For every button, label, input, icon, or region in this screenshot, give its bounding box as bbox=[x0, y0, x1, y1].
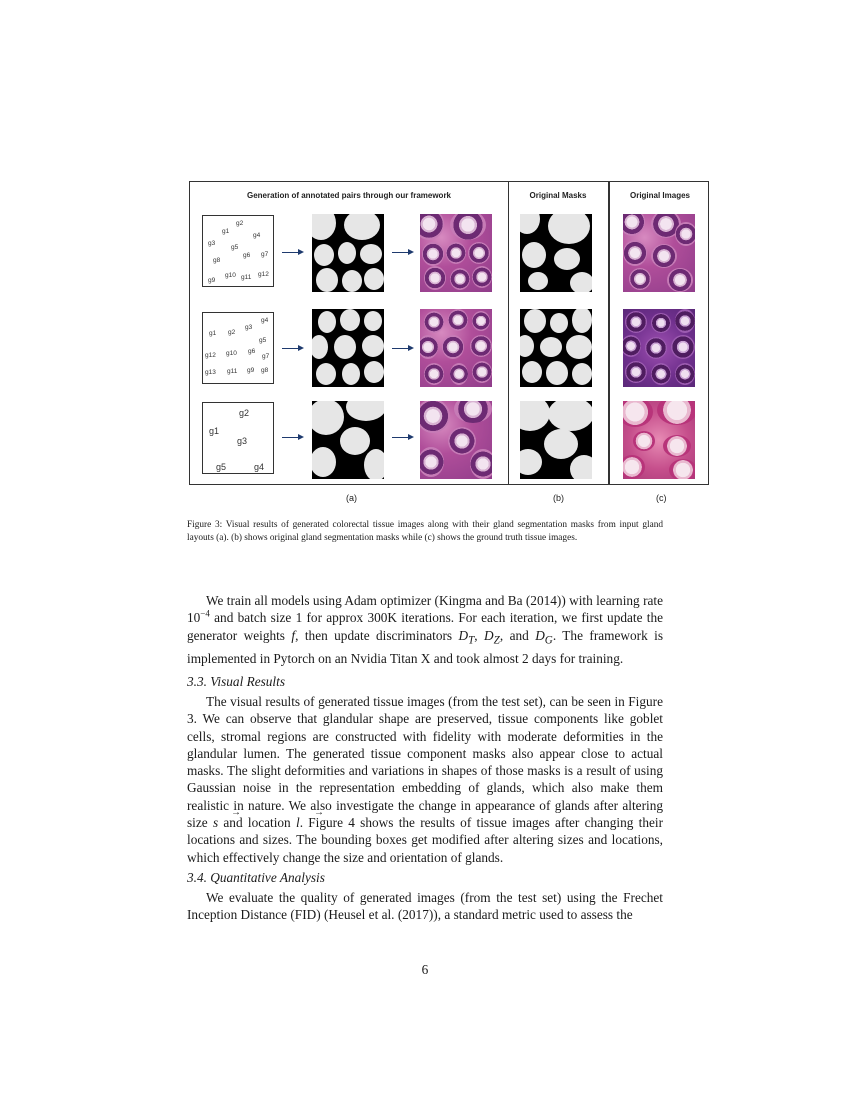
gland-label: g4 bbox=[254, 462, 265, 472]
gland-layout-1 bbox=[202, 215, 274, 287]
column-separator bbox=[608, 182, 610, 484]
generated-tissue-image bbox=[420, 401, 492, 479]
gland-label: g6 bbox=[243, 252, 251, 259]
gland-label: g12 bbox=[205, 352, 216, 359]
generated-mask bbox=[312, 309, 384, 387]
gland-label: g3 bbox=[237, 436, 248, 446]
paragraph-training: We train all models using Adam optimizer (Kingma and Ba (2014)) with learning rate $10^{-4}$ and batch size 1 for approx 300K iterations. For each iteration, we first update the generator weights f, then update discriminators $D_T$, $D_Z$, and $D_G$. The framework is implemented in Pytorch on an Nvidia Titan X and took almost 2 days for training. bbox=[187, 593, 664, 666]
gland-label: g9 bbox=[247, 367, 255, 374]
gland-label: g11 bbox=[227, 368, 238, 375]
generated-mask bbox=[312, 214, 384, 292]
gland-label: g1 bbox=[209, 426, 220, 436]
figure-3 bbox=[189, 181, 709, 485]
original-mask bbox=[520, 309, 592, 387]
sublabel-a: (a) bbox=[346, 493, 357, 503]
gland-label: g6 bbox=[248, 348, 256, 355]
gland-label: g1 bbox=[222, 228, 230, 235]
gland-label: g5 bbox=[231, 244, 239, 251]
gland-label: g9 bbox=[208, 277, 216, 284]
gland-label: g2 bbox=[236, 220, 244, 227]
sublabel-b: (b) bbox=[553, 493, 564, 503]
gland-label: g7 bbox=[262, 353, 270, 360]
gland-label: g12 bbox=[258, 271, 269, 278]
sublabel-c: (c) bbox=[656, 493, 667, 503]
gland-layout-3 bbox=[202, 402, 274, 474]
arrow-icon bbox=[282, 348, 302, 349]
arrow-icon bbox=[282, 437, 302, 438]
gland-layout-2 bbox=[202, 312, 274, 384]
figure-caption: Figure 3: Visual results of generated colorectal tissue images along with their gland segmentation masks from input gland layouts (a). (b) shows original gland segmentation masks while (c) shows the ground truth tissue images. bbox=[187, 520, 663, 543]
generated-tissue-image bbox=[420, 214, 492, 292]
gland-label: g8 bbox=[213, 257, 221, 264]
gland-label: g10 bbox=[226, 350, 237, 357]
original-mask bbox=[520, 401, 592, 479]
gland-label: g4 bbox=[261, 317, 269, 324]
gland-label: g4 bbox=[253, 232, 261, 239]
gland-label: g7 bbox=[261, 251, 269, 258]
paragraph-quantitative-analysis: We evaluate the quality of generated images (from the test set) using the Frechet Inception Distance (FID) (Heusel et al. (2017)), a standard metric used to assess the bbox=[187, 890, 663, 923]
column-separator bbox=[508, 182, 509, 484]
header-original-masks: Original Masks bbox=[529, 191, 587, 200]
header-generation: Generation of annotated pairs through our framework bbox=[246, 191, 452, 200]
gland-label: g3 bbox=[208, 240, 216, 247]
original-mask bbox=[520, 214, 592, 292]
gland-label: g8 bbox=[261, 367, 269, 374]
section-heading-quantitative-analysis: 3.4. Quantitative Analysis bbox=[187, 870, 325, 885]
paragraph-visual-results: The visual results of generated tissue images (from the test set), can be seen in Figure 3. We can observe that glandular shape are preserved, tissue components like goblet cells, stromal regions are constructed with fidelity with moderate deformities in the glandular lumen. The generated tissue component masks also appear close to actual masks. The slight deformities and variations in shapes of those masks is a result of using Gaussian noise in the representation embedding of glands, which also make them realistic in nature. We also investigate the change in appearance of glands after altering size → s and location → l. Figure 4 shows the results of tissue images after changing their locations and sizes. The bounding boxes get modified after altering sizes and locations, which effectively change the size and orientation of glands. bbox=[187, 693, 663, 866]
generated-tissue-image bbox=[420, 309, 492, 387]
arrow-icon bbox=[392, 437, 412, 438]
gland-label: g5 bbox=[259, 337, 267, 344]
arrow-icon bbox=[392, 348, 412, 349]
generated-mask bbox=[312, 401, 384, 479]
gland-label: g13 bbox=[205, 369, 216, 376]
gland-label: g5 bbox=[216, 462, 227, 472]
gland-label: g2 bbox=[239, 408, 250, 418]
gland-label: g10 bbox=[225, 272, 236, 279]
gland-label: g3 bbox=[245, 324, 253, 331]
gland-label: g2 bbox=[228, 329, 236, 336]
original-tissue-image bbox=[623, 401, 695, 479]
gland-label: g11 bbox=[241, 274, 252, 281]
header-original-images: Original Images bbox=[629, 191, 691, 200]
original-tissue-image bbox=[623, 214, 695, 292]
original-tissue-image bbox=[623, 309, 695, 387]
page-number: 6 bbox=[421, 962, 429, 977]
section-heading-visual-results: 3.3. Visual Results bbox=[187, 674, 285, 689]
arrow-icon bbox=[392, 252, 412, 253]
gland-label: g1 bbox=[209, 330, 217, 337]
arrow-icon bbox=[282, 252, 302, 253]
